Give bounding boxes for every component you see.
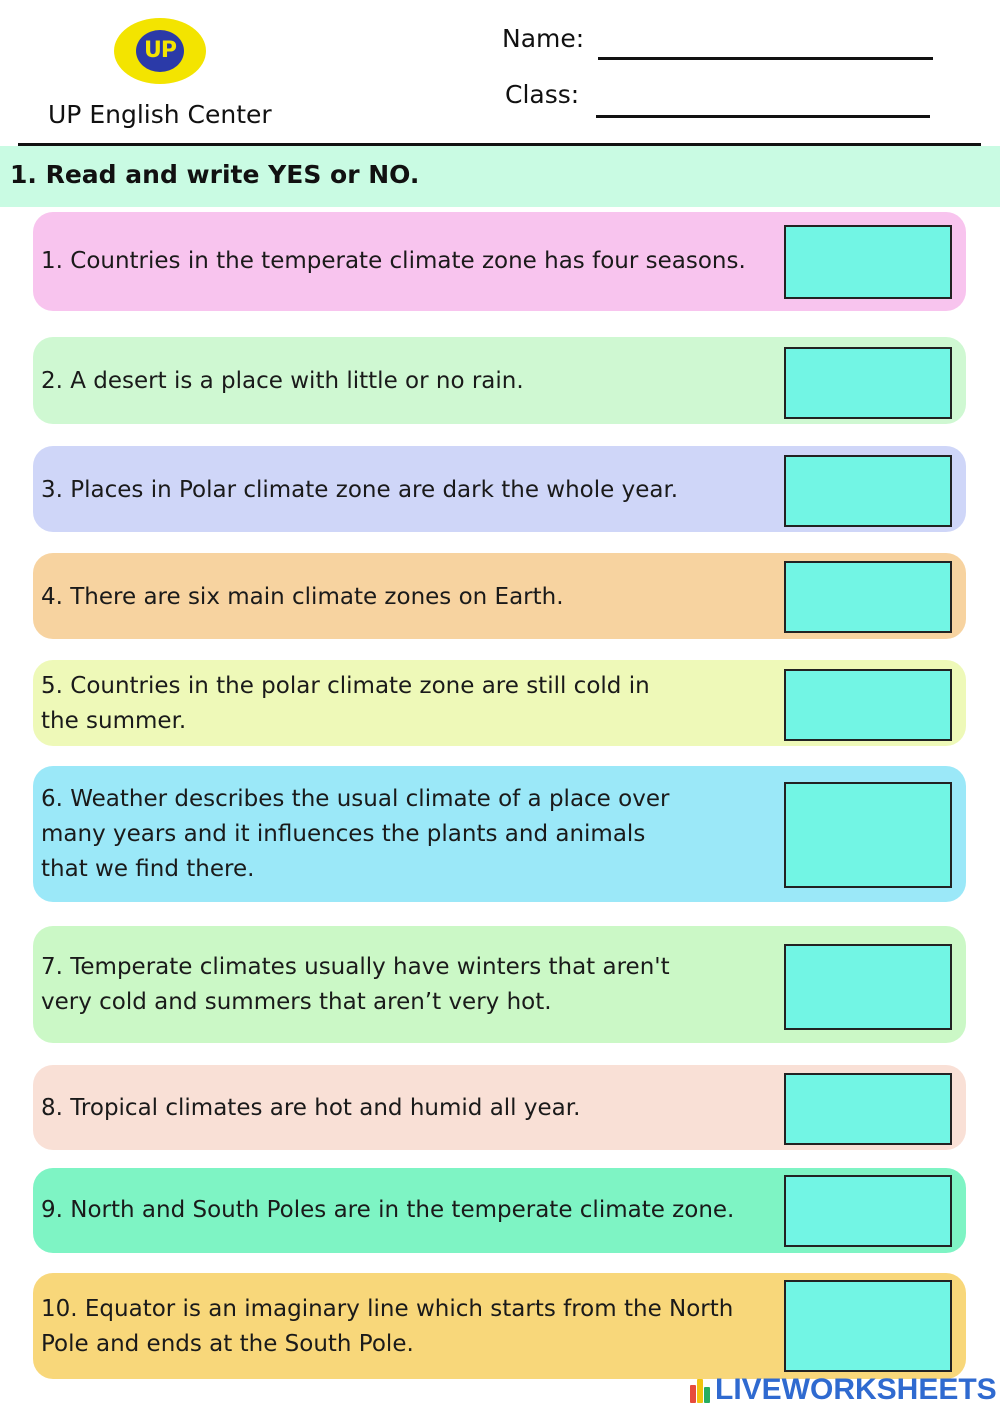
answer-box[interactable] (784, 347, 952, 419)
question-card (33, 766, 966, 902)
question-text: 2. A desert is a place with little or no rain. (41, 368, 524, 394)
up-logo (114, 18, 206, 84)
section-header (0, 146, 1000, 207)
question-text: 6. Weather describes the usual climate of a place over many years and it influences the plants and animals that we find there. (41, 786, 670, 882)
name-label: Name: (502, 24, 585, 53)
question-card (33, 1273, 966, 1379)
center-name: UP English Center (48, 100, 272, 129)
logo-text: UP (136, 30, 184, 72)
question-card (33, 1065, 966, 1150)
answer-box[interactable] (784, 782, 952, 888)
section-title: 1. Read and write YES or NO. (10, 160, 420, 189)
answer-box[interactable] (784, 669, 952, 741)
liveworksheets-watermark (690, 1372, 997, 1408)
liveworksheets-logo-icon (690, 1377, 712, 1403)
question-card (33, 337, 966, 424)
question-text: 5. Countries in the polar climate zone are still cold in the summer. (41, 673, 650, 734)
question-card (33, 212, 966, 311)
answer-box[interactable] (784, 944, 952, 1030)
question-text: 10. Equator is an imaginary line which starts from the North Pole and ends at the South Pole. (41, 1296, 734, 1357)
question-text: 3. Places in Polar climate zone are dark the whole year. (41, 477, 679, 503)
watermark-text: LIVEWORKSHEETS (715, 1373, 997, 1406)
answer-box[interactable] (784, 561, 952, 633)
answer-box[interactable] (784, 1073, 952, 1145)
name-line (598, 57, 933, 60)
answer-box[interactable] (784, 1280, 952, 1372)
question-text: 7. Temperate climates usually have winters that aren't very cold and summers that aren’t very hot. (41, 954, 670, 1015)
answer-box[interactable] (784, 455, 952, 527)
answer-box[interactable] (784, 1175, 952, 1247)
question-card (33, 446, 966, 532)
question-text: 9. North and South Poles are in the temperate climate zone. (41, 1197, 735, 1223)
question-card (33, 553, 966, 639)
class-line (596, 115, 930, 118)
question-text: 8. Tropical climates are hot and humid all year. (41, 1095, 581, 1121)
class-label: Class: (505, 80, 580, 109)
answer-box[interactable] (784, 225, 952, 299)
question-text: 1. Countries in the temperate climate zone has four seasons. (41, 248, 746, 274)
question-text: 4. There are six main climate zones on Earth. (41, 584, 564, 610)
question-card (33, 926, 966, 1043)
question-card (33, 1168, 966, 1253)
question-card (33, 660, 966, 746)
